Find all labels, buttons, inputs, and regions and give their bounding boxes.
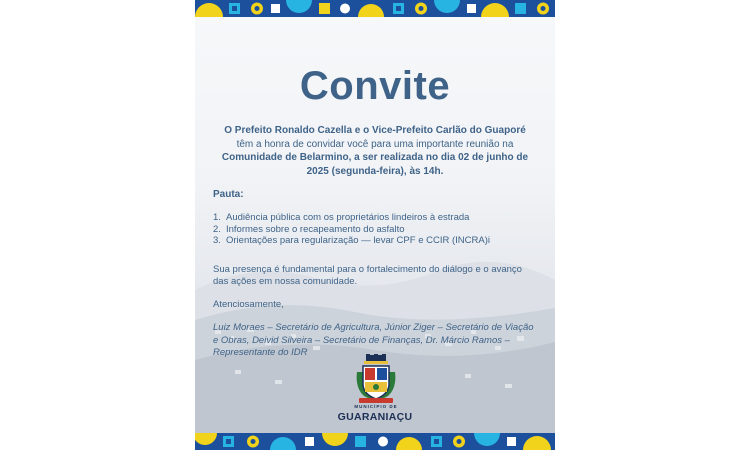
logo-municipality-name: GUARANIAÇU — [337, 411, 413, 423]
agenda-item-text: Audiência pública com os proprietários lindeiros à estrada — [226, 212, 470, 223]
top-decorative-band — [195, 0, 555, 17]
agenda-item — [213, 224, 490, 236]
page-title: Convite — [299, 64, 451, 108]
closing-paragraph: Sua presença é fundamental para o fortalecimento do diálogo e o avanço das ações em nossa comunidade. — [213, 264, 522, 287]
municipal-coat-of-arms-icon — [351, 354, 401, 406]
agenda-item-number: 1. — [213, 212, 221, 223]
intro-bold-event: Comunidade de Belarmino, a ser realizada no dia 02 de junho de 2025 (segunda-feira), às 14h. — [221, 152, 529, 177]
agenda-list — [213, 212, 490, 247]
regards-line: Atenciosamente, — [213, 299, 284, 310]
agenda-item — [213, 212, 490, 224]
logo-caption: MUNICÍPIO DE — [354, 404, 398, 409]
agenda-item-number: 3. — [213, 235, 221, 246]
agenda-item-text: Orientações para regularização — levar CPF e CCIR (INCRA)i — [226, 235, 490, 246]
invitation-card — [195, 0, 555, 450]
signatories-paragraph: Luiz Moraes – Secretário de Agricultura, Júnior Ziger – Secretário de Viação e Obras, Deivid Silveira – Secretário de Finanças, Dr. Márcio Ramos – Representante do IDR — [213, 322, 534, 358]
intro-bold-hosts: O Prefeito Ronaldo Cazella e o Vice-Prefeito Carlão do Guaporé — [224, 125, 526, 136]
agenda-heading: Pauta: — [213, 189, 244, 200]
agenda-item-text: Informes sobre o recapeamento do asfalto — [226, 223, 405, 235]
agenda-item — [213, 235, 490, 247]
bottom-decorative-band — [195, 433, 555, 450]
intro-text: têm a honra de convidar você para uma importante reunião na — [236, 138, 514, 150]
agenda-item-number: 2. — [213, 223, 221, 235]
invitation-intro — [217, 124, 533, 178]
